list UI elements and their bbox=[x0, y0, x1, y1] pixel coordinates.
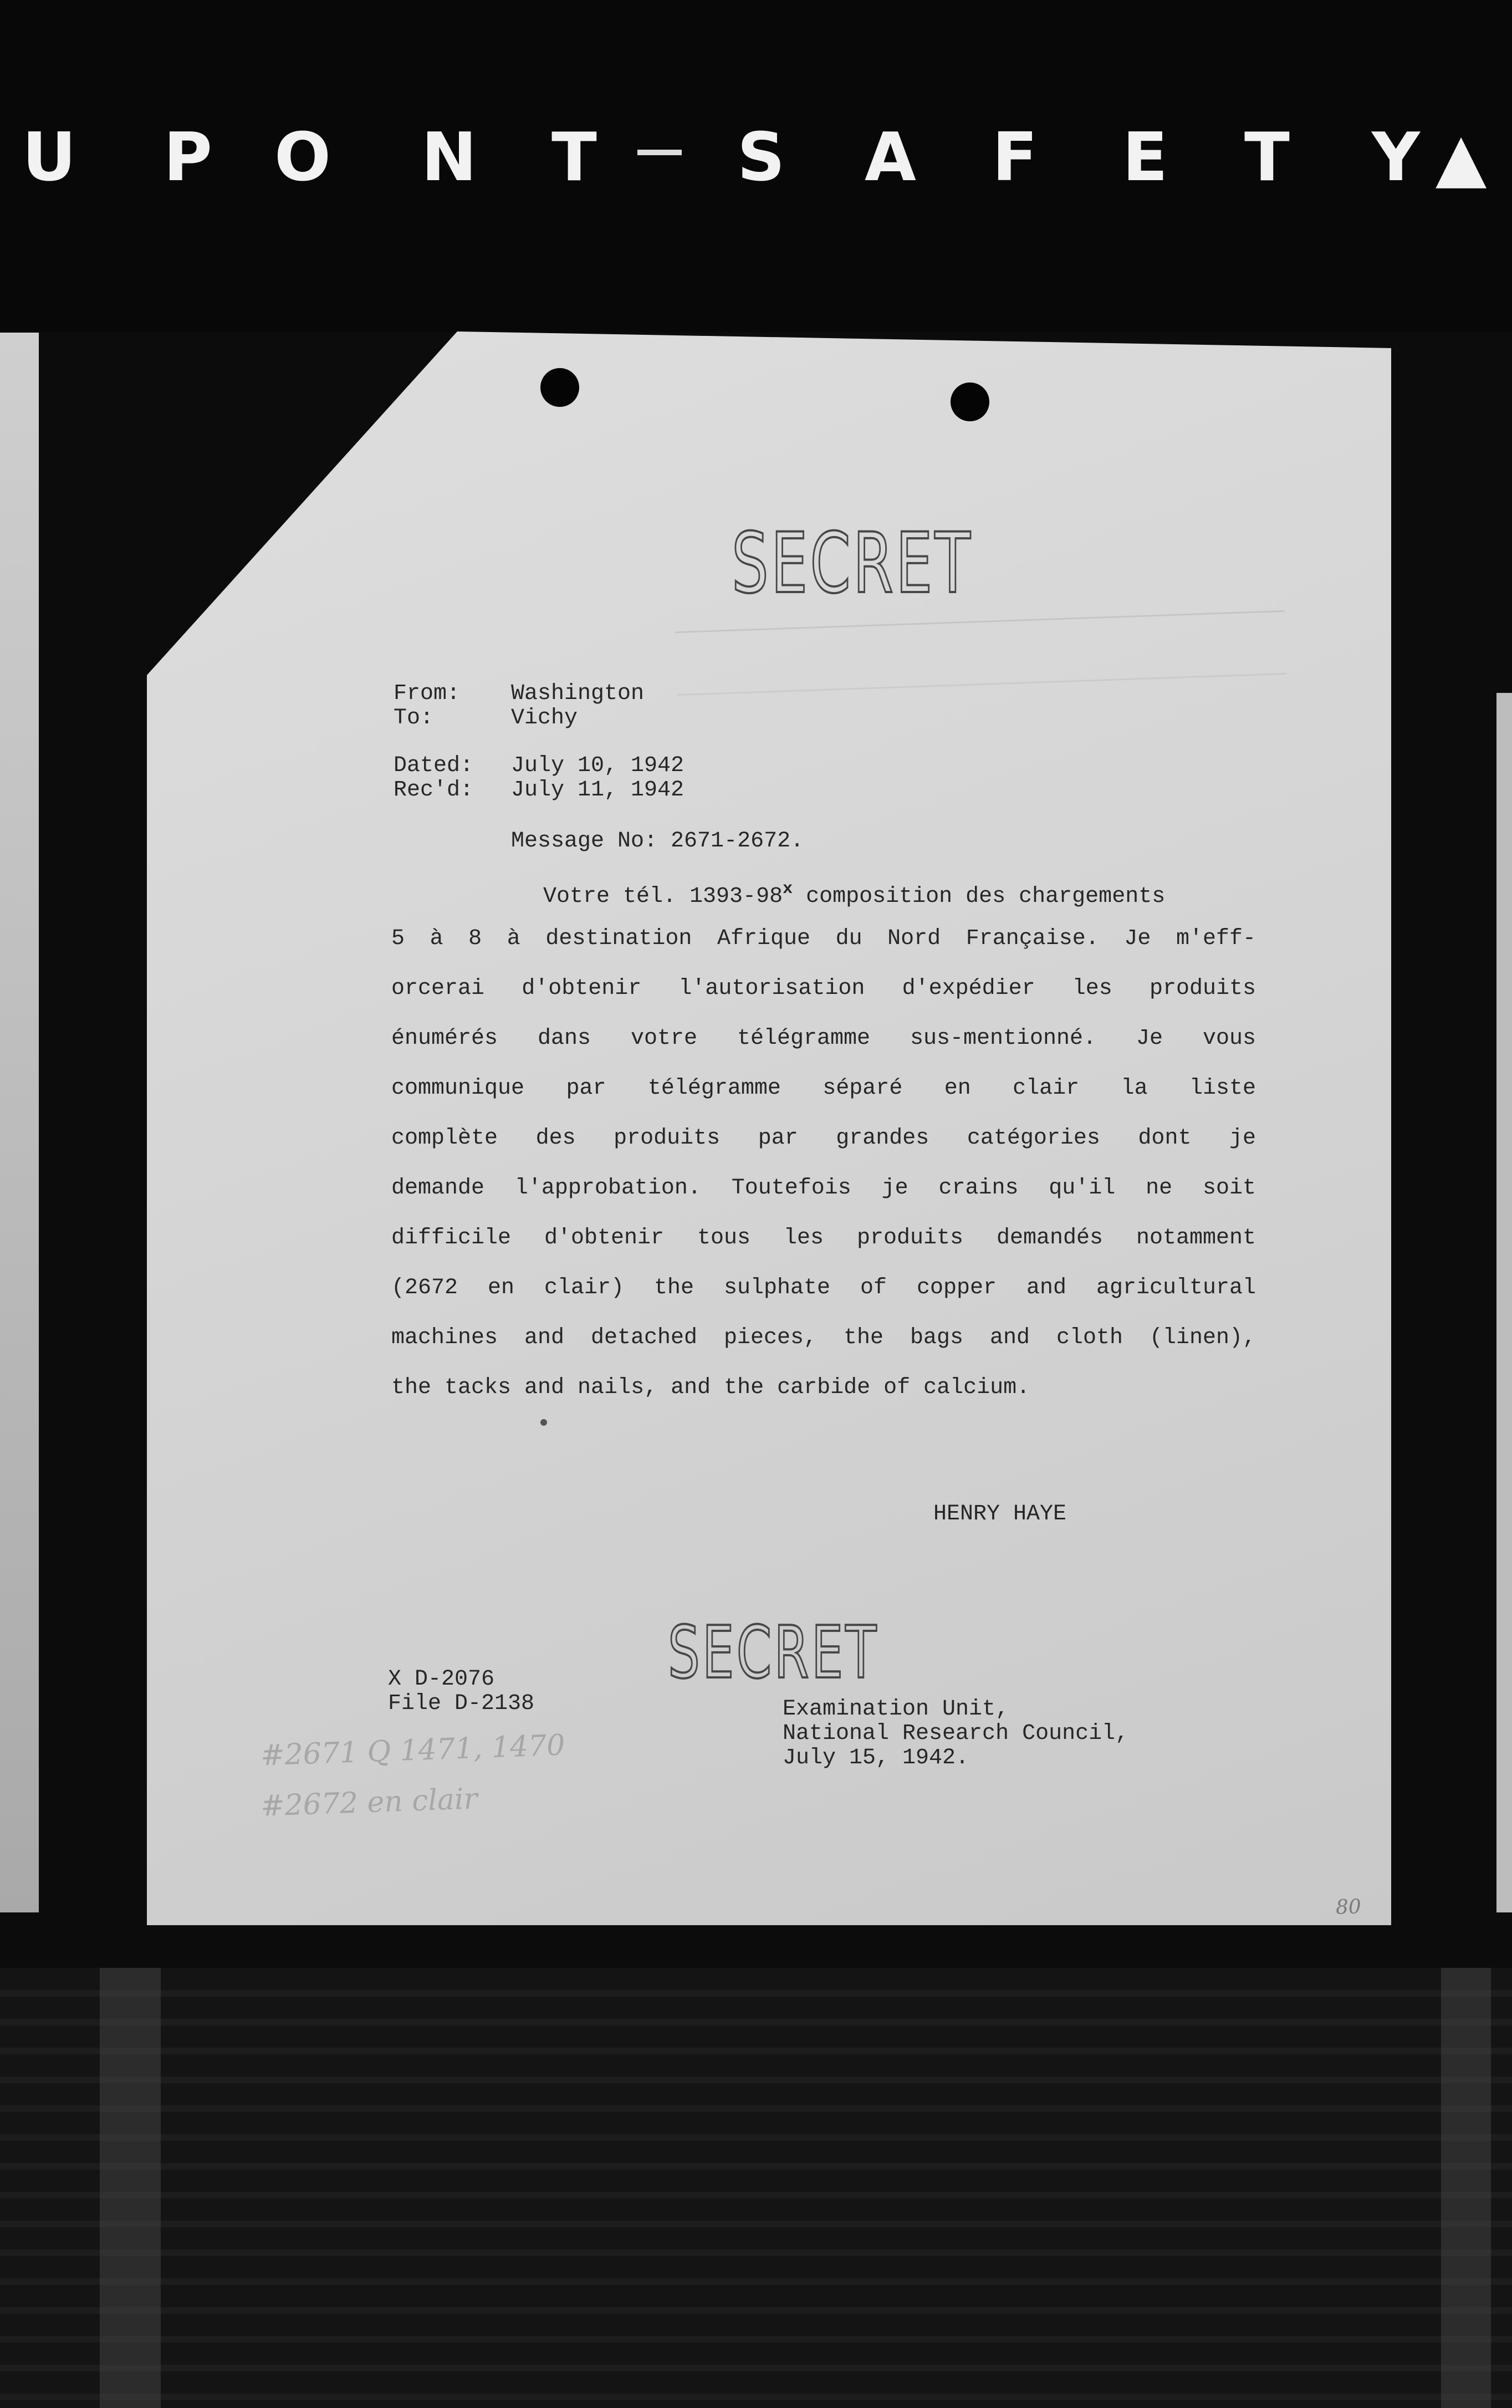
body-line-text: composition des chargements bbox=[793, 884, 1166, 909]
edge-letter: N bbox=[421, 119, 477, 196]
edge-letter: Y bbox=[1372, 119, 1420, 196]
body-line: communique par télégramme séparé en clair la liste bbox=[391, 1076, 1256, 1101]
film-edge-lettering bbox=[0, 119, 1512, 208]
recd-value: July 11, 1942 bbox=[511, 778, 685, 803]
to-label: To: bbox=[394, 706, 434, 731]
body-line: difficile d'obtenir tous les produits demandés notamment bbox=[391, 1226, 1256, 1251]
reference-number: X D-2076 bbox=[388, 1667, 495, 1692]
dated-label: Dated: bbox=[394, 753, 474, 778]
edge-letter: F bbox=[992, 119, 1038, 196]
body-line: complète des produits par grandes catégories dont je bbox=[391, 1126, 1256, 1151]
adjacent-frame-right bbox=[1496, 693, 1512, 1912]
edge-letter: U bbox=[22, 119, 76, 196]
handwritten-page-number: 80 bbox=[1335, 1895, 1362, 1919]
from-label: From: bbox=[394, 681, 461, 706]
handwritten-note: #2672 en clair bbox=[260, 1782, 478, 1823]
body-line: énumérés dans votre télégramme sus-mentionné. Je vous bbox=[391, 1026, 1256, 1051]
body-line: 5 à 8 à destination Afrique du Nord Française. Je m'eff- bbox=[391, 926, 1256, 951]
body-superscript: x bbox=[783, 880, 793, 899]
secret-stamp-top: SECRET bbox=[732, 516, 973, 612]
handwritten-note: #2671 Q 1471, 1470 bbox=[260, 1728, 566, 1773]
examination-council: National Research Council, bbox=[783, 1721, 1129, 1746]
body-line: (2672 en clair) the sulphate of copper and agricultural bbox=[391, 1276, 1256, 1300]
edge-letter: P bbox=[164, 119, 212, 196]
body-line: the tacks and nails, and the carbide of calcium. bbox=[391, 1375, 1030, 1400]
file-reference: File D-2138 bbox=[388, 1691, 535, 1716]
to-value: Vichy bbox=[511, 706, 578, 731]
lower-film-band bbox=[1441, 1968, 1491, 2408]
body-line: demande l'approbation. Toutefois je crains qu'il ne soit bbox=[391, 1176, 1256, 1201]
from-value: Washington bbox=[511, 681, 645, 706]
dated-value: July 10, 1942 bbox=[511, 753, 685, 778]
punch-hole bbox=[540, 368, 579, 407]
edge-letter: T bbox=[551, 119, 597, 196]
signature: HENRY HAYE bbox=[933, 1502, 1067, 1527]
examination-date: July 15, 1942. bbox=[783, 1746, 969, 1771]
edge-marker: ▲ bbox=[1436, 119, 1487, 196]
secret-stamp-bottom: SECRET bbox=[668, 1610, 879, 1695]
edge-letter: O bbox=[274, 119, 331, 196]
edge-letter: E bbox=[1122, 119, 1168, 196]
body-line bbox=[543, 877, 1165, 909]
edge-letter: S bbox=[737, 119, 785, 196]
edge-letter: A bbox=[865, 119, 916, 196]
body-line: machines and detached pieces, the bags and cloth (linen), bbox=[391, 1325, 1256, 1350]
lower-film-band bbox=[100, 1968, 161, 2408]
examination-unit: Examination Unit, bbox=[783, 1697, 1009, 1722]
ink-dot bbox=[540, 1419, 547, 1426]
edge-rule bbox=[637, 150, 682, 155]
body-line-text: Votre tél. 1393-98 bbox=[543, 884, 783, 909]
message-number: Message No: 2671-2672. bbox=[511, 829, 804, 854]
lower-film-frame bbox=[0, 1968, 1512, 2408]
recd-label: Rec'd: bbox=[394, 778, 474, 803]
punch-hole bbox=[951, 382, 989, 421]
edge-letter: T bbox=[1244, 119, 1290, 196]
body-line: orcerai d'obtenir l'autorisation d'expédier les produits bbox=[391, 976, 1256, 1001]
adjacent-frame-left bbox=[0, 333, 39, 1912]
